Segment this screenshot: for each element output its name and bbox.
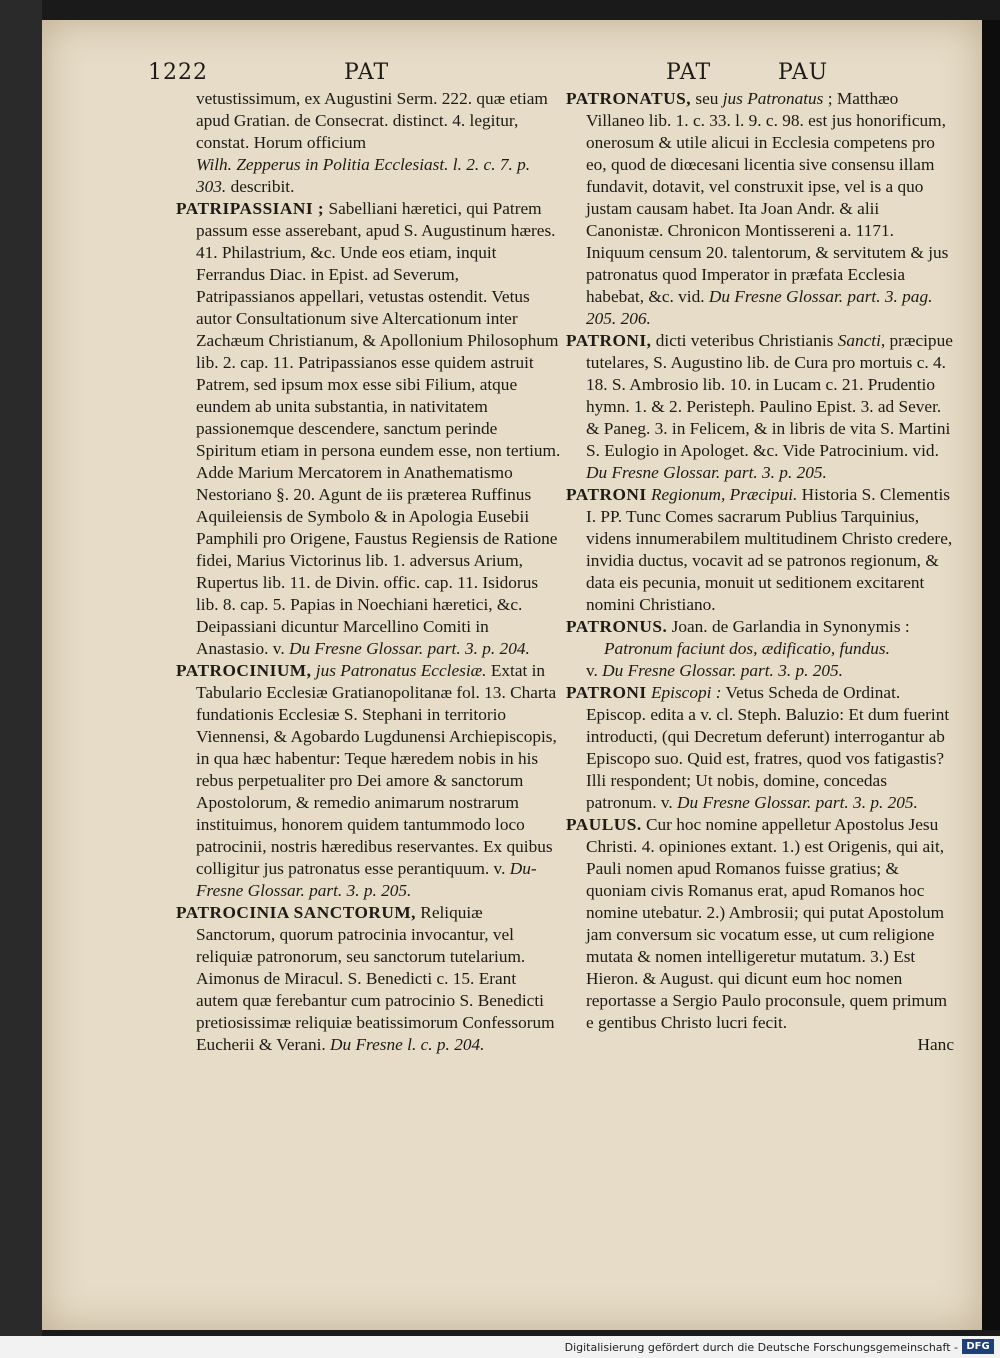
right-text-column: [566, 88, 956, 1056]
entry-text: Reliquiæ Sanctorum, quorum patrocinia invocantur, vel reliquiæ patronorum, seu sanctorum tutelarium. Aimonus de Miracul. S. Benedicti c. 15. Erant autem quæ ferebantur cum patrocinio S. Benedicti pretiosissimæ reliquiæ beatissimorum Confessorum Eucherii & Verani.: [196, 903, 555, 1054]
entry-text: Joan. de Garlandia in Synonymis :: [667, 617, 910, 636]
entry-text: dicti veteribus Christianis: [651, 331, 838, 350]
glossary-entry: [566, 484, 956, 616]
entry-reference: Du Fresne Glossar. part. 3. p. 205.: [602, 661, 843, 680]
entry-headword: PATRONI: [566, 485, 647, 504]
entry-headword: PATRIPASSIANI ;: [176, 199, 325, 218]
scan-left-border: [0, 0, 42, 1358]
running-head-left: PAT: [344, 60, 390, 85]
entry-text: vetustissimum, ex Augustini Serm. 222. quæ etiam apud Gratian. de Consecrat. distinct. 4. legitur, constat. Horum officium: [196, 89, 548, 152]
glossary-entry: [176, 902, 562, 1056]
entry-italic-term: Sancti: [837, 331, 881, 350]
glossary-entry: [566, 682, 956, 814]
entry-text: , præcipue tutelares, S. Augustino lib. de Cura pro mortuis c. 4. 18. S. Ambrosio lib. 10. in Lucam c. 21. Prudentio hymn. 1. & 2. Peristeph. Paulino Epist. 3. ad Sever. & Paneg. 3. in Felicem, & in libris de vita S. Martini S. Eulogio in Apologet. &c. Vide Patrocinium. vid.: [586, 331, 953, 460]
entry-text: Historia S. Clementis I. PP. Tunc Comes sacrarum Publius Tarquinius, videns innumerabilem multitudinem Christo credere, invidia ductus, vocavit ad se patronos regionum, & data eis pecunia, monuit ut seditionem excitarent nomini Christiano.: [586, 485, 953, 614]
glossary-entry: [176, 660, 562, 902]
entry-reference: Du Fresne Glossar. part. 3. pag. 205. 206.: [586, 287, 933, 328]
entry-reference: Du Fresne Glossar. part. 3. p. 204.: [288, 639, 530, 658]
dfg-logo: DFG: [962, 1339, 994, 1354]
continuation-text: [176, 154, 562, 198]
verse-quotation: [566, 638, 956, 660]
page-number: 1222: [148, 60, 208, 85]
entry-headword: PATRONATUS,: [566, 89, 692, 108]
entry-qualifier: jus Patronatus Ecclesiæ.: [311, 661, 487, 680]
entry-reference: Du Fresne Glossar. part. 3. p. 205.: [586, 463, 827, 482]
entry-headword: PATRONI,: [566, 331, 652, 350]
entry-text: describit.: [226, 177, 295, 196]
continuation-text: [176, 88, 562, 154]
entry-headword: PATROCINIA SANCTORUM,: [176, 903, 416, 922]
funding-notice: Digitalisierung gefördert durch die Deutsche Forschungsgemeinschaft -: [564, 1341, 958, 1354]
entry-reference: Wilh. Zepperus in Politia Ecclesiast. l. 2. c. 7. p. 303.: [196, 155, 531, 196]
entry-reference: Du-Fresne Glossar. part. 3. p. 205.: [196, 859, 537, 900]
entry-text: Cur hoc nomine appelletur Apostolus Jesu Christi. 4. opiniones extant. 1.) est Origenis, qui ait, Pauli nomen apud Romanos fuisse gratius; & quoniam civis Romanus erat, apud Romanos hoc nomine utebatur. 2.) Ambrosii; qui putat Apostolum jam conversum sic vocatum esse, ut cum religione mutata & nomen intelligeretur mutatum. 3.) Est Hieron. & August. qui dicunt eum hoc nomen reportasse a Sergio Paulo proconsule, quem primum e gentibus Christo lucri fecit.: [586, 815, 948, 1032]
entry-headword: PAULUS.: [566, 815, 642, 834]
glossary-entry: [566, 616, 956, 638]
entry-headword: PATROCINIUM,: [176, 661, 312, 680]
footer-bar: [0, 1336, 1000, 1358]
entry-reference: Du Fresne Glossar. part. 3. p. 205.: [677, 793, 918, 812]
entry-reference: Du Fresne l. c. p. 204.: [330, 1035, 485, 1054]
scan-right-border: [982, 20, 1000, 1330]
entry-text: ; Matthæo Villaneo lib. 1. c. 33. l. 9. c. 98. est jus honorificum, onerosum & utile alicui in Ecclesia competens pro eo, quod de diœcesani licentia sive consensu illam fundavit, dotavit, vel construxit ipse, vel is a quo justam causam habet. Ita Joan Andr. & alii Canonistæ. Chronicon Montissereni a. 1171. Iniquum censum 20. talentorum, & servitutem & jus patronatus quod Imperator in præfata Ecclesia habebat, &c. vid.: [586, 89, 949, 306]
glossary-entry: [566, 88, 956, 330]
catchword-text: Hanc: [917, 1035, 954, 1054]
entry-headword: PATRONI: [566, 683, 647, 702]
glossary-entry: [566, 330, 956, 484]
verse-text: Patronum faciunt dos, ædificatio, fundus.: [604, 639, 890, 658]
running-head-right-2: PAU: [778, 60, 829, 85]
entry-text: Sabelliani hæretici, qui Patrem passum esse asserebant, apud S. Augustinum hæres. 41. Philastrium, &c. Unde eos etiam, inquit Ferrandus Diac. in Epist. ad Severum, Patripassianos appellari, vetustas ostendit. Vetus autor Consultationum sive Altercationum inter Zachæum Christianum, & Apollonium Philosophum lib. 2. cap. 11. Patripassianos esse quidem astruit Patrem, sed ipsum mox esse sibi Filium, atque eundem ab unita substantia, in nativitatem passionemque descendere, sanctum perinde Spiritum etiam in persona eundem esse, non tertium. Adde Marium Mercatorem in Anathematismo Nestoriano §. 20. Agunt de iis præterea Ruffinus Aquileiensis de Symbolo & in Apologia Eusebii Pamphili pro Origene, Faustus Regiensis de Ratione fidei, Marius Victorinus lib. 1. adversus Arium, Rupertus lib. 11. de Divin. offic. cap. 11. Isidorus lib. 8. cap. 5. Papias in Noechiani hæretici, &c. Deipassiani dicuntur Marcellino Comiti in Anastasio. v.: [196, 199, 561, 658]
entry-italic-term: jus Patronatus: [722, 89, 824, 108]
entry-qualifier: Episcopi :: [646, 683, 722, 702]
catchword: [566, 1034, 956, 1056]
glossary-entry: [176, 198, 562, 660]
entry-headword: PATRONUS.: [566, 617, 668, 636]
continuation-text: [566, 660, 956, 682]
entry-text: Vetus Scheda de Ordinat. Episcop. edita a v. cl. Steph. Baluzio: Et dum fuerint introducti, (qui Decretum deferunt) interrogantur ab Episcopo suo. Quid est, fratres, quod vos fatigastis? Illi respondent; Ut nobis, domine, concedas patronum. v.: [586, 683, 950, 812]
running-head-right-1: PAT: [666, 60, 712, 85]
entry-text: v.: [586, 661, 603, 680]
entry-qualifier: Regionum, Præcipui.: [646, 485, 798, 504]
left-text-column: [176, 88, 562, 1056]
entry-text: Extat in Tabulario Ecclesiæ Gratianopolitanæ fol. 13. Charta fundationis Ecclesiæ S. Stephani in territorio Viennensi, & Agobardo Lugdunensi Archiepiscopis, in qua hæc habentur: Teque hæredem nobis in his rebus perpetualiter pro Dei amore & sanctorum Apostolorum, & remedio animarum nostrarum instituimus, honorem quidem tantummodo loco patrocinii, nostris hæredibus reservantes. Ex quibus colligitur jus patronatus esse perantiquum. v.: [196, 661, 557, 878]
glossary-entry: [566, 814, 956, 1034]
entry-text: seu: [691, 89, 723, 108]
